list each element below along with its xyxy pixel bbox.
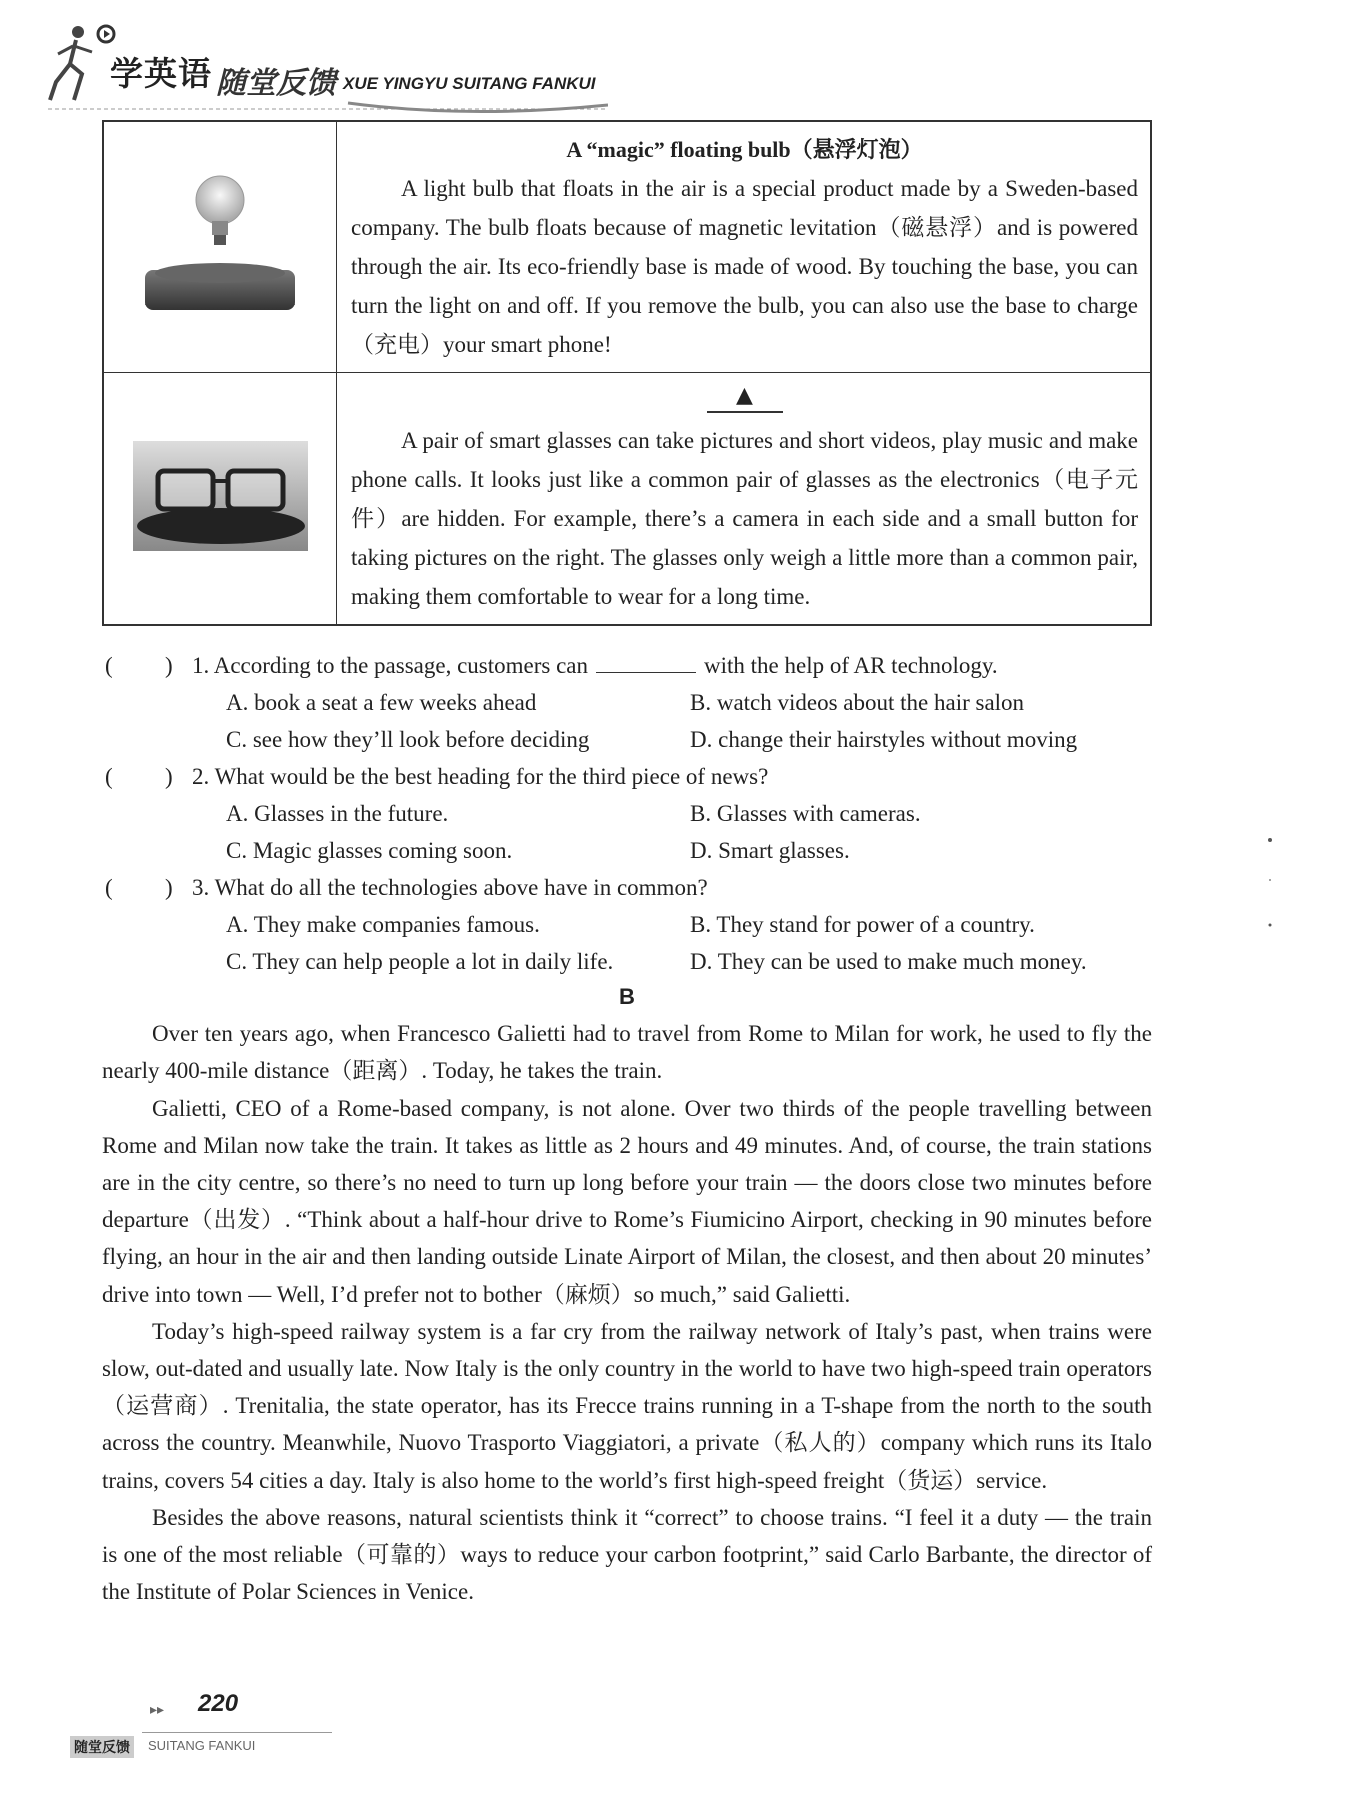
question-1-stem-before: 1. According to the passage, customers can xyxy=(192,653,588,678)
answer-paren-open: ( xyxy=(105,764,113,789)
answer-paren-close: ) xyxy=(165,653,173,678)
option-a: A. Glasses in the future. xyxy=(226,801,449,826)
question-3 xyxy=(102,869,1162,906)
question-2-options-row-2 xyxy=(102,832,1162,869)
answer-paren-close: ) xyxy=(165,875,173,900)
header-swoosh xyxy=(48,99,608,119)
footer-label-en: SUITANG FANKUI xyxy=(148,1738,256,1753)
question-3-stem: 3. What do all the technologies above have in common? xyxy=(192,875,708,900)
footer-divider xyxy=(142,1732,332,1733)
question-3-options-row-1 xyxy=(102,906,1162,943)
option-d: D. change their hairstyles without moving xyxy=(690,727,1078,752)
news-item-1-title: A “magic” floating bulb（悬浮灯泡） xyxy=(566,137,923,162)
margin-mark-icon xyxy=(1265,835,1275,935)
header-title-en: XUE YINGYU SUITANG FANKUI xyxy=(343,74,596,93)
news-item-2-image-cell xyxy=(103,373,337,626)
answer-blank[interactable] xyxy=(596,650,696,673)
option-b: B. Glasses with cameras. xyxy=(690,801,921,826)
option-d: D. They can be used to make much money. xyxy=(690,949,1087,974)
option-b: B. watch videos about the hair salon xyxy=(690,690,1025,715)
footer-label-cn: 随堂反馈 xyxy=(70,1736,134,1758)
answer-paren-close: ) xyxy=(165,764,173,789)
option-a: A. book a seat a few weeks ahead xyxy=(226,690,537,715)
news-table xyxy=(102,120,1152,626)
question-3-options-row-2 xyxy=(102,943,1162,980)
section-b-paragraph-4: Besides the above reasons, natural scientists think it “correct” to choose trains. “I feel it a duty — the train is one of the most reliable（可靠的）ways to reduce your carbon footprint,” said Carlo Barbante, the director of the Institute of Polar Sciences in Venice. xyxy=(102,1504,1152,1605)
section-b-paragraph-3: Today’s high-speed railway system is a far cry from the railway network of Italy’s past, when trains were slow, out-dated and usually late. Now Italy is the only country in the world to have two high-speed train operators（运营商）. Trenitalia, the state operator, has its Frecce trains running in a T-shape from the north to the south across the country. Meanwhile, Nuovo Trasporto Viaggiatori, a private（私人的）company which runs its Italo trains, covers 54 cities a day. Italy is also home to the world’s first high-speed freight（货运）service. xyxy=(102,1318,1152,1493)
answer-paren-open: ( xyxy=(105,653,113,678)
smart-glasses-photo-icon xyxy=(133,441,308,551)
news-item-1-text-cell xyxy=(337,121,1152,373)
news-item-2-text-cell xyxy=(337,373,1152,626)
option-c: C. Magic glasses coming soon. xyxy=(226,838,513,863)
question-1-stem-after: with the help of AR technology. xyxy=(704,653,998,678)
option-a: A. They make companies famous. xyxy=(226,912,540,937)
question-1 xyxy=(102,647,1162,684)
news-item-1-image-cell xyxy=(103,121,337,373)
news-item-2-body: A pair of smart glasses can take pictures and short videos, play music and make phone calls. It looks just like a common pair of glasses as the electronics（电子元件）are hidden. For example, there’s a camera in each side and a small button for taking pictures on the right. The glasses only weigh a little more than a common pair, making them comfortable to wear for a long time. xyxy=(351,428,1138,609)
floating-bulb-photo-icon xyxy=(135,165,305,325)
question-list xyxy=(102,647,1162,980)
page-header xyxy=(48,22,1148,112)
page-footer xyxy=(70,1690,370,1770)
news-item-2 xyxy=(103,373,1151,626)
section-b-paragraph-1: Over ten years ago, when Francesco Galietti had to travel from Rome to Milan for work, he used to fly the nearly 400-mile distance（距离）. Today, he takes the train. xyxy=(102,1021,1152,1084)
double-arrow-icon: ▸▸ xyxy=(150,1702,165,1718)
blank-heading-triangle-icon: ▲ xyxy=(736,383,753,408)
header-title-cn: 学英语 xyxy=(110,54,212,93)
question-2-stem: 2. What would be the best heading for the third piece of news? xyxy=(192,764,769,789)
question-1-stem xyxy=(192,647,998,684)
header-subtitle-cn: 随堂反馈 xyxy=(216,66,336,101)
option-d: D. Smart glasses. xyxy=(690,838,850,863)
option-c: C. They can help people a lot in daily life. xyxy=(226,949,614,974)
section-b xyxy=(102,978,1152,1610)
news-item-2-title xyxy=(351,381,1138,421)
news-item-1-body: A light bulb that floats in the air is a special product made by a Sweden-based company. The bulb floats because of magnetic levitation（磁悬浮）and is powered through the air. Its eco-friendly base is made of wood. By touching the base, you can turn the light on and off. If you remove the bulb, you can also use the base to charge（充电）your smart phone! xyxy=(351,176,1138,357)
runner-logo-icon xyxy=(48,22,118,107)
option-c: C. see how they’ll look before deciding xyxy=(226,727,590,752)
question-2 xyxy=(102,758,1162,795)
section-b-paragraph-2: Galietti, CEO of a Rome-based company, is not alone. Over two thirds of the people travelling between Rome and Milan now take the train. It takes as little as 2 hours and 49 minutes. And, of course, the train stations are in the city centre, so there’s no need to turn up long before your train — the doors close two minutes before departure（出发）. “Think about a half-hour drive to Rome’s Fiumicino Airport, checking in 90 minutes before flying, an hour in the air and then landing outside Linate Airport of Milan, the closest, and then about 20 minutes’ drive into town — Well, I’d prefer not to bother（麻烦）so much,” said Galietti. xyxy=(102,1095,1152,1307)
answer-paren-open: ( xyxy=(105,875,113,900)
question-1-options-row-2 xyxy=(102,721,1162,758)
question-2-options-row-1 xyxy=(102,795,1162,832)
heading-underline xyxy=(707,411,783,413)
news-item-1 xyxy=(103,121,1151,373)
section-b-title: B xyxy=(619,984,635,1009)
question-1-options-row-1 xyxy=(102,684,1162,721)
option-b: B. They stand for power of a country. xyxy=(690,912,1035,937)
page-number: 220 xyxy=(198,1690,239,1717)
